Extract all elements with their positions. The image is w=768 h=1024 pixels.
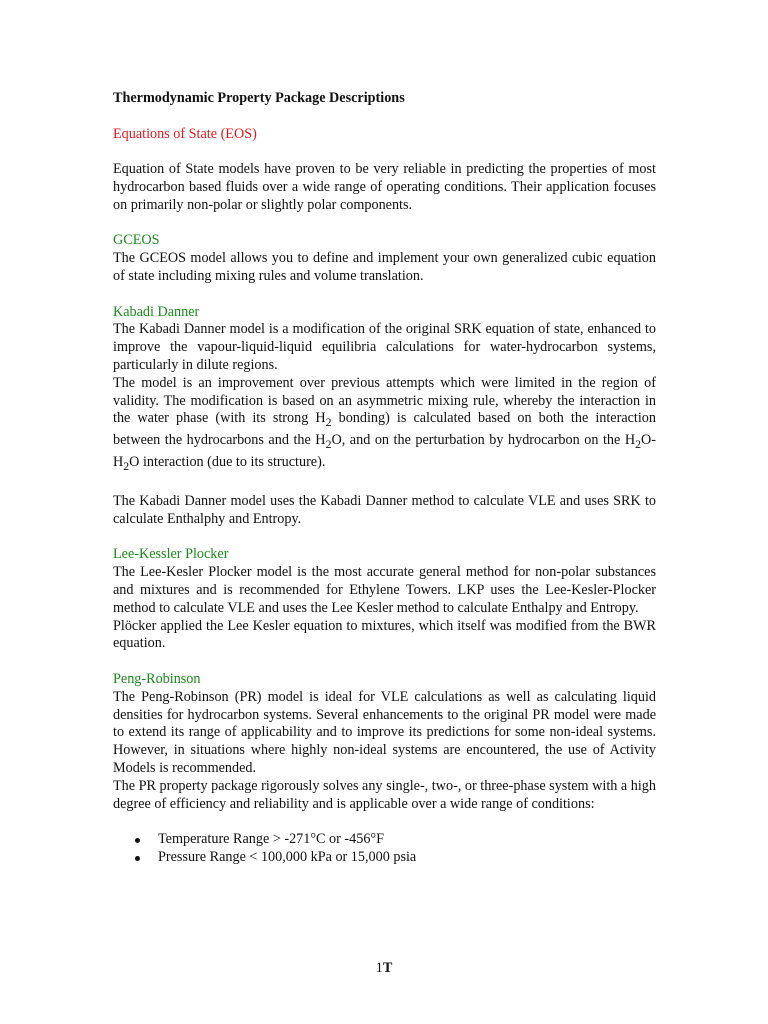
subscript-2: 2 <box>325 436 332 451</box>
pr-conditions-list <box>113 831 656 867</box>
page-number-letter: T <box>382 960 393 976</box>
kabadi-paragraph-3: The Kabadi Danner model uses the Kabadi Danner method to calculate VLE and uses SRK to calculate Enthalphy and Entropy. <box>113 493 656 527</box>
subscript-2: 2 <box>635 436 642 451</box>
kabadi-p2-part-d: O-H <box>113 431 656 470</box>
kabadi-p2-part-e: O interaction (due to its structure). <box>129 453 326 470</box>
gceos-text: The GCEOS model allows you to define and implement your own generalized cubic equation of state including mixing rules and volume translation. <box>113 250 656 284</box>
kabadi-p2-part-c: O, and on the perturbation by hydrocarbon on the H <box>331 431 636 448</box>
list-item: Pressure Range < 100,000 kPa or 15,000 psia <box>113 849 656 867</box>
eos-intro: Equation of State models have proven to be very reliable in predicting the properties of most hydrocarbon based fluids over a wide range of operating conditions. Their application focuses on primarily non-polar or slightly polar components. <box>113 161 656 213</box>
kabadi-paragraph-2 <box>113 375 656 475</box>
page-footer <box>0 960 768 977</box>
page-title: Thermodynamic Property Package Descriptions <box>113 90 405 106</box>
subscript-2: 2 <box>123 458 130 473</box>
kabadi-paragraph-1: The Kabadi Danner model is a modification of the original SRK equation of state, enhanced to improve the vapour-liquid-liquid equilibria calculations for water-hydrocarbon systems, particularly in dilute regions. <box>113 321 656 373</box>
document-page <box>113 90 656 867</box>
kabadi-heading: Kabadi Danner <box>113 303 200 320</box>
pr-paragraph-2: The PR property package rigorously solves any single-, two-, or three-phase system with a high degree of efficiency and reliability and is applicable over a wide range of conditions: <box>113 777 656 812</box>
kabadi-p2-part-a: The model is an improvement over previous attempts which were limited in the region of validity. The modification is based on an asymmetric mixing rule, whereby the interaction in the water phase (with its strong H <box>113 374 656 427</box>
eos-heading: Equations of State (EOS) <box>113 125 257 142</box>
pr-heading: Peng-Robinson <box>113 670 201 687</box>
subscript-2: 2 <box>325 415 332 430</box>
gceos-heading: GCEOS <box>113 232 160 249</box>
page-number: 1 <box>375 960 383 976</box>
lkp-heading: Lee-Kessler Plocker <box>113 546 229 563</box>
pr-paragraph-1: The Peng-Robinson (PR) model is ideal for VLE calculations as well as calculating liquid densities for hydrocarbon systems. Several enhancements to the original PR model were made to extend its range of applicability and to improve its predictions for some non-ideal systems. However, in situations where highly non-ideal systems are encountered, the use of Activity Models is recommended. <box>113 688 656 776</box>
lkp-paragraph-1: The Lee-Kesler Plocker model is the most accurate general method for non-polar substances and mixtures and is recommended for Ethylene Towers. LKP uses the Lee-Kesler-Plocker method to calculate VLE and uses the Lee Kesler method to calculate Enthalpy and Entropy. <box>113 564 656 616</box>
list-item: Temperature Range > -271°C or -456°F <box>113 831 656 849</box>
kabadi-p2-part-b: bonding) is calculated based on both the interaction between the hydrocarbons and the H <box>113 410 656 448</box>
lkp-paragraph-2: Plöcker applied the Lee Kesler equation to mixtures, which itself was modified from the BWR equation. <box>113 617 656 652</box>
